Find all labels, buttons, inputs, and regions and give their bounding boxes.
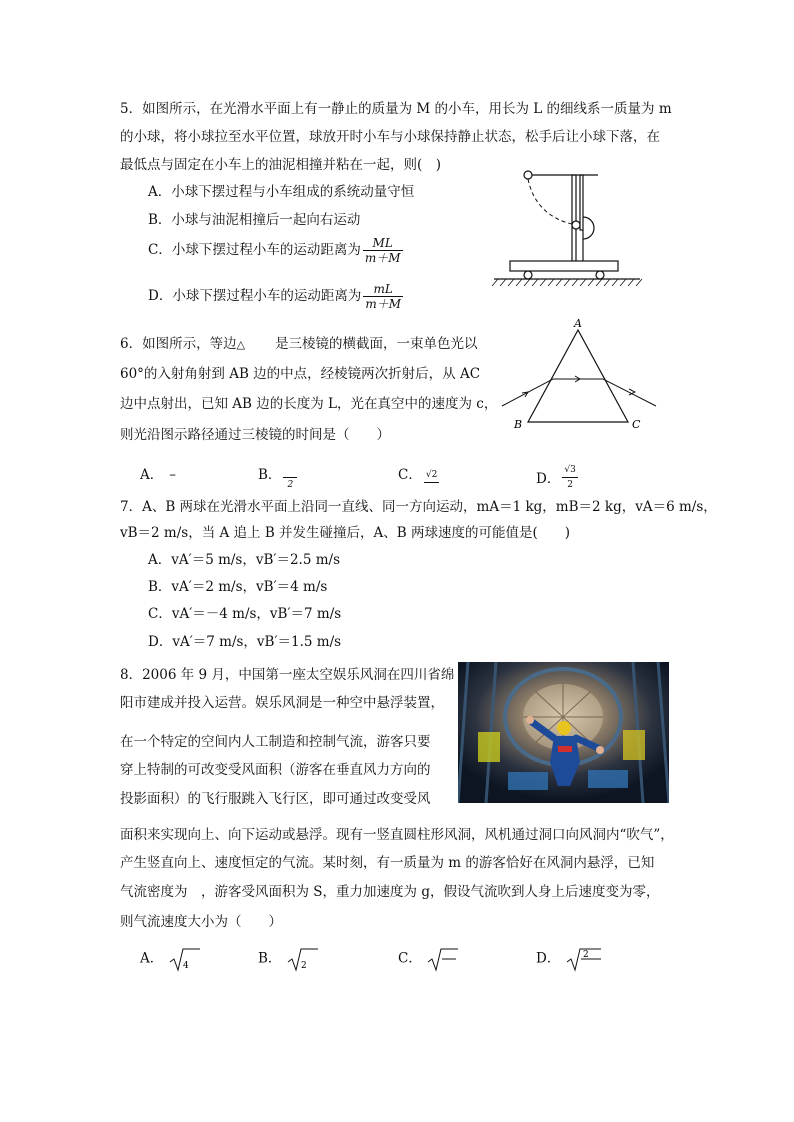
svg-text:2: 2 bbox=[582, 950, 589, 960]
q5-ball-start bbox=[524, 171, 532, 179]
q6-stem-line1: 6．如图所示，等边△ 是三棱镜的横截面，一束单色光以 bbox=[120, 336, 478, 352]
q6-option-b[interactable]: B． 2 bbox=[258, 463, 297, 492]
q8-option-c-radical bbox=[426, 946, 458, 972]
q7-option-a[interactable]: A．vA′＝5 m/s，vB′＝2.5 m/s bbox=[148, 552, 340, 568]
q5-option-c-label: C．小球下摆过程小车的运动距离为 bbox=[148, 242, 361, 258]
q8-stem-line1: 8．2006 年 9 月，中国第一座太空娱乐风洞在四川省绵 bbox=[120, 667, 455, 683]
q7-option-d[interactable]: D．vA′＝7 m/s，vB′＝1.5 m/s bbox=[148, 634, 342, 650]
q6-vertex-b: B bbox=[514, 418, 523, 431]
q5-ball-bottom bbox=[572, 221, 580, 229]
q8-stem-line8: 气流密度为 ，游客受风面积为 S，重力加速度为 g，假设气流吹到人身上后速度变为零， bbox=[120, 884, 660, 900]
q8-stem-line6: 面积来实现向上、向下运动或悬浮。现有一竖直圆柱形风洞，风机通过洞口向风洞内“吹气”， bbox=[120, 827, 674, 843]
q8-stem-line5: 投影面积）的飞行服跳入飞行区，即可通过改变受风 bbox=[120, 791, 431, 807]
q5-post bbox=[572, 175, 576, 265]
q6-prism-figure bbox=[498, 316, 663, 434]
q5-swing-path bbox=[528, 179, 576, 225]
q5-stem-line3: 最低点与固定在小车上的油泥相撞并粘在一起，则( ) bbox=[120, 157, 442, 173]
q8-option-c[interactable]: C． bbox=[398, 946, 458, 972]
q5-putty bbox=[583, 217, 594, 239]
q6-option-c[interactable]: C． √2 bbox=[398, 467, 438, 483]
q5-option-c[interactable] bbox=[148, 236, 403, 265]
q5-option-d-label: D．小球下摆过程小车的运动距离为 bbox=[148, 288, 362, 304]
q5-wheel-left bbox=[524, 271, 532, 279]
q5-option-d-fraction: $\frac{mL}{m+M}$ bbox=[365, 282, 401, 311]
q5-cart-body bbox=[510, 261, 618, 271]
q8-stem-line2: 阳市建成并投入运营。娱乐风洞是一种空中悬浮装置， bbox=[120, 695, 444, 711]
wind-tunnel-photo bbox=[458, 662, 669, 803]
q6-stem-line2: 60°的入射角射到 AB 边的中点，经棱镜两次折射后，从 AC bbox=[120, 366, 481, 382]
q6-stem-line4: 则光沿图示路径通过三棱镜的时间是（ ） bbox=[120, 427, 390, 443]
q6-prism-triangle bbox=[528, 330, 628, 422]
q8-option-d[interactable]: D． 2 bbox=[536, 946, 605, 972]
q8-option-d-radical bbox=[565, 946, 605, 972]
q6-exit-ray bbox=[603, 379, 656, 406]
q5-option-d[interactable] bbox=[148, 282, 403, 311]
q5-cart-figure bbox=[488, 165, 648, 290]
q5-option-b[interactable]: B．小球与油泥相撞后一起向右运动 bbox=[148, 212, 361, 228]
q8-stem-line9: 则气流速度大小为（ ） bbox=[120, 914, 282, 930]
q7-stem-line2: vB＝2 m/s，当 A 追上 B 并发生碰撞后，A、B 两球速度的可能值是( ) bbox=[120, 525, 571, 541]
q6-option-a[interactable]: A． – bbox=[140, 467, 176, 483]
q5-wheel-right bbox=[596, 271, 604, 279]
q8-stem-line7: 产生竖直向上、速度恒定的气流。某时刻，有一质量为 m 的游客恰好在风洞内悬浮，已知 bbox=[120, 855, 655, 871]
q5-stem-line1: 5．如图所示，在光滑水平面上有一静止的质量为 M 的小车，用长为 L 的细线系一质量为 m bbox=[120, 101, 672, 117]
q7-option-c[interactable]: C．vA′＝－4 m/s，vB′＝7 m/s bbox=[148, 606, 342, 622]
q8-option-b[interactable]: B． 2 bbox=[258, 946, 318, 972]
q5-option-c-fraction: $\frac{ML}{m+M}$ bbox=[364, 236, 401, 265]
q6-option-d[interactable]: D． $\frac{√3}{2}$ bbox=[536, 465, 576, 490]
q6-stem-line3: 边中点射出，已知 AB 边的长度为 L，光在真空中的速度为 c， bbox=[120, 396, 498, 412]
q5-stem-line2: 的小球，将小球拉至水平位置，球放开时小车与小球保持静止状态，松手后让小球下落，在 bbox=[120, 129, 660, 145]
q8-option-b-radical bbox=[286, 946, 318, 972]
svg-text:4: 4 bbox=[182, 961, 189, 971]
q8-stem-line3: 在一个特定的空间内人工制造和控制气流，游客只要 bbox=[120, 734, 431, 750]
q8-option-a-radical bbox=[168, 946, 200, 972]
q7-option-b[interactable]: B．vA′＝2 m/s，vB′＝4 m/s bbox=[148, 579, 328, 595]
svg-text:2: 2 bbox=[300, 961, 307, 971]
q6-vertex-a: A bbox=[574, 317, 582, 330]
q7-stem-line1: 7．A、B 两球在光滑水平面上沿同一直线、同一方向运动，mA＝1 kg，mB＝2 kg，vA＝6 m/s， bbox=[120, 499, 717, 515]
q8-option-a[interactable]: A． 4 bbox=[140, 946, 200, 972]
q8-stem-line4: 穿上特制的可改变受风面积（游客在垂直风力方向的 bbox=[120, 762, 431, 778]
q6-vertex-c: C bbox=[632, 418, 641, 431]
q5-option-a[interactable]: A．小球下摆过程与小车组成的系统动量守恒 bbox=[148, 184, 415, 200]
